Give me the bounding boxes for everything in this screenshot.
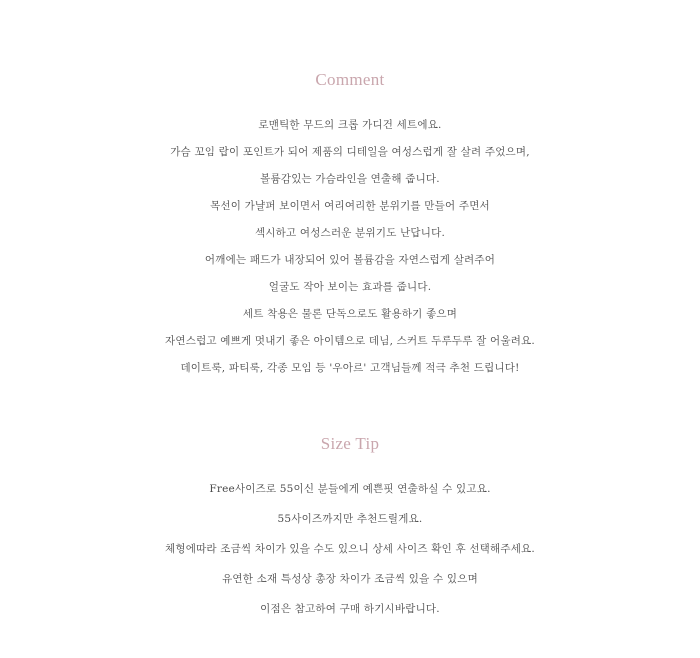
size-tip-line: 이점은 참고하여 구매 하기시바랍니다. bbox=[260, 603, 440, 615]
comment-line: 데이트룩, 파티룩, 각종 모임 등 '우아르' 고객님들께 적극 추천 드립니다! bbox=[180, 362, 520, 374]
comment-line: 세트 착용은 물론 단독으로도 활용하기 좋으며 bbox=[242, 308, 458, 320]
comment-line: 가슴 꼬임 랍이 포인트가 되어 제품의 디테일을 여성스럽게 잘 살려 주었으며, bbox=[170, 146, 530, 158]
comment-line: 목선이 가냘퍼 보이면서 여리여리한 분위기를 만들어 주면서 bbox=[210, 200, 490, 212]
size-tip-line: 55사이즈까지만 추천드릴게요. bbox=[277, 513, 423, 525]
comment-line: 볼륨감있는 가슴라인을 연출해 줍니다. bbox=[260, 173, 440, 185]
comment-text-block bbox=[0, 118, 700, 388]
size-tip-text-block bbox=[0, 482, 700, 632]
size-tip-section-title: Size Tip bbox=[320, 434, 380, 453]
comment-line: 자연스럽고 예쁘게 멋내기 좋은 아이템으로 데님, 스커트 두루두루 잘 어울려요. bbox=[165, 335, 535, 347]
comment-line: 얼굴도 작아 보이는 효과를 줍니다. bbox=[268, 281, 432, 293]
size-tip-line: Free사이즈로 55이신 분들에게 예쁜핏 연출하실 수 있고요. bbox=[209, 483, 491, 495]
comment-section-title: Comment bbox=[315, 70, 385, 89]
comment-line: 어깨에는 패드가 내장되어 있어 볼륨감을 자연스럽게 살려주어 bbox=[204, 254, 496, 266]
size-tip-line: 유연한 소재 특성상 총장 차이가 조금씩 있을 수 있으며 bbox=[222, 573, 478, 585]
comment-line: 로맨틱한 무드의 크롭 가디건 세트에요. bbox=[258, 119, 442, 131]
comment-line: 섹시하고 여성스러운 분위기도 난답니다. bbox=[255, 227, 445, 239]
size-tip-line: 체형에따라 조금씩 차이가 있을 수도 있으니 상세 사이즈 확인 후 선택해주세요. bbox=[165, 543, 535, 555]
